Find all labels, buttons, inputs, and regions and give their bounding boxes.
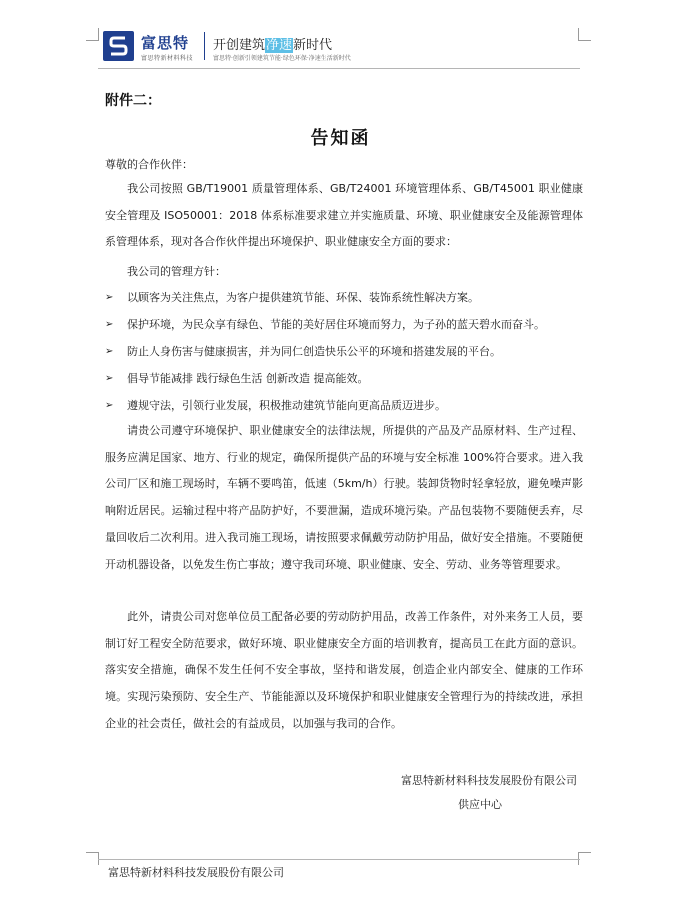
- list-item: [105, 289, 583, 307]
- list-item: [105, 370, 583, 388]
- page-header: [103, 28, 583, 68]
- signature-company: 富思特新材料科技发展股份有限公司: [401, 774, 577, 787]
- header-rule: [98, 68, 580, 69]
- bullet-arrow-icon: ➢: [105, 346, 114, 357]
- header-slogan: [213, 34, 332, 53]
- closing-text: 此外，请贵公司对您单位员工配备必要的劳动防护用品，改善工作条件，对外来务工人员，要制订好工程安全防范要求，做好环境、职业健康安全方面的培训教育，提高员工在此方面的意识。落实安全措施，确保不发生任何不安全事故，坚持和谐发展，创造企业内部安全、健康的工作环境。实现污染预防、安全生产、节能能源以及环境保护和职业健康安全管理行为的持续改进，承担企业的社会责任，做社会的有益成员，以加强与我司的合作。: [105, 610, 583, 730]
- list-item: [105, 397, 583, 415]
- header-separator: [204, 32, 205, 60]
- policy-text: 遵规守法，引领行业发展，积极推动建筑节能向更高品质迈进步。: [127, 399, 446, 412]
- bullet-arrow-icon: ➢: [105, 319, 114, 330]
- brand-subtitle: 富思特新材料科技: [141, 55, 194, 62]
- requirements-text: 请贵公司遵守环境保护、职业健康安全的法律法规，所提供的产品及产品原材料、生产过程、服务应满足国家、地方、行业的规定，确保所提供产品的环境与安全标准 100%符合要求。进入我公司厂区和施工现场时，车辆不要鸣笛，低速（5km/h）行驶。装卸货物时轻拿轻放，避免噪声影响附近居民。运输过程中将产品防护好，不要泄漏，造成环境污染。产品包装物不要随便丢弃，尽量回收后二次利用。进入我司施工现场，请按照要求佩戴劳动防护用品，做好安全措施。不要随便开动机器设备，以免发生伤亡事故；遵守我司环境、职业健康、安全、劳动、业务等管理要求。: [105, 424, 583, 571]
- crop-mark-top-left: [86, 28, 99, 41]
- policy-heading: 我公司的管理方针：: [127, 265, 226, 278]
- signature-department: 供应中心: [458, 798, 502, 811]
- slogan-prefix: 开创建筑: [213, 38, 266, 53]
- list-item: [105, 343, 583, 361]
- policy-text: 倡导节能减排 践行绿色生活 创新改造 提高能效。: [127, 372, 369, 385]
- salutation: 尊敬的合作伙伴：: [105, 158, 193, 171]
- bullet-arrow-icon: ➢: [105, 373, 114, 384]
- closing-paragraph: [105, 604, 583, 738]
- attachment-label: 附件二：: [105, 93, 161, 109]
- policy-text: 保护环境，为民众享有绿色、节能的美好居住环境而努力，为子孙的蓝天碧水而奋斗。: [127, 318, 545, 331]
- bullet-arrow-icon: ➢: [105, 400, 114, 411]
- intro-text: 我公司按照 GB/T19001 质量管理体系、GB/T24001 环境管理体系、GB/T45001 职业健康安全管理及 ISO50001：2018 体系标准要求建立并实施质量、环境、职业健康安全及能源管理体系管理体系，现对各合作伙伴提出环境保护、职业健康安全方面的要求：: [105, 182, 583, 249]
- intro-paragraph: [105, 176, 583, 256]
- footer-rule: [98, 859, 580, 860]
- slogan-suffix: 新时代: [293, 38, 333, 53]
- page-footer: 富思特新材料科技发展股份有限公司: [108, 866, 284, 879]
- document-title: 告知函: [310, 128, 371, 149]
- policy-text: 以顾客为关注焦点，为客户提供建筑节能、环保、装饰系统性解决方案。: [127, 291, 479, 304]
- policy-text: 防止人身伤害与健康损害，并为同仁创造快乐公平的环境和搭建发展的平台。: [127, 345, 501, 358]
- list-item: [105, 316, 583, 334]
- slogan-highlight: 净速: [266, 38, 293, 53]
- brand-name: 富思特: [141, 34, 190, 52]
- requirements-paragraph: [105, 418, 583, 578]
- bullet-arrow-icon: ➢: [105, 292, 114, 303]
- slogan-subtitle: 富思特·创新引领建筑节能·绿色环保·净速生活新时代: [213, 55, 351, 62]
- company-logo-icon: [103, 31, 134, 61]
